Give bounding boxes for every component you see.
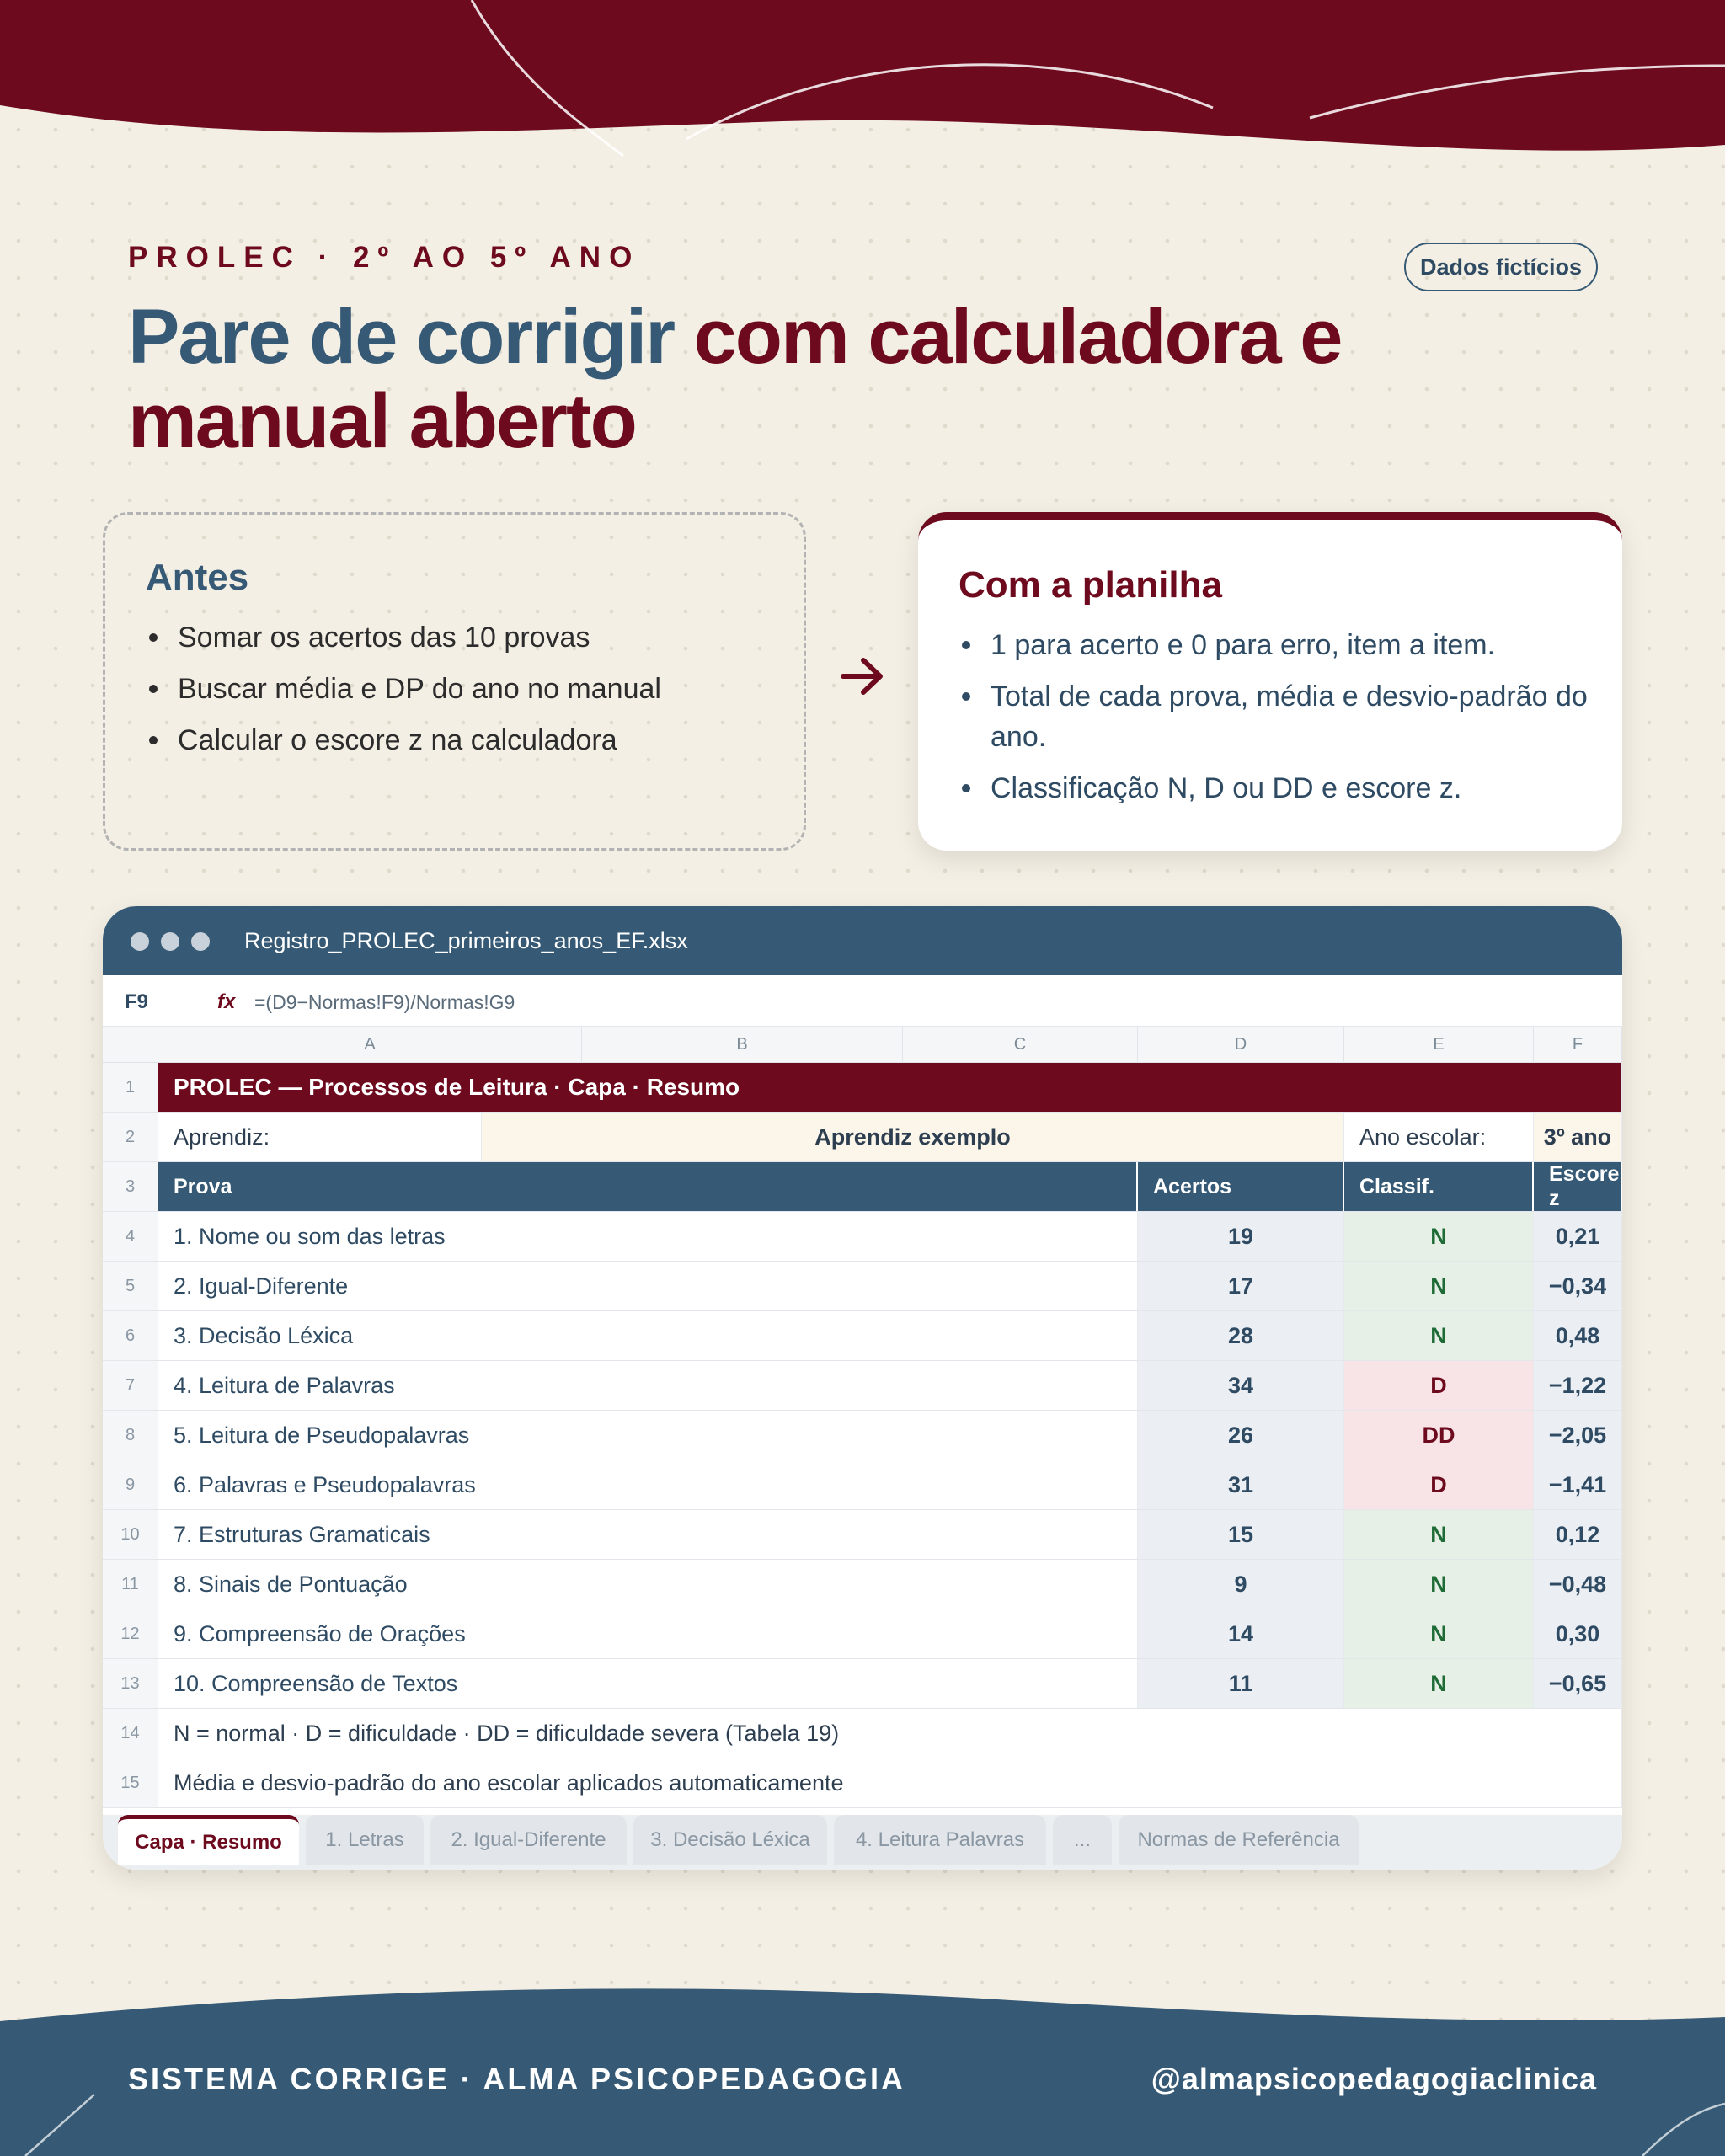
row-number[interactable]: 10 [103, 1510, 158, 1559]
acertos-cell[interactable]: 28 [1138, 1311, 1344, 1360]
prova-name-cell[interactable]: 1. Nome ou som das letras [158, 1212, 1138, 1261]
table-header-row [103, 1162, 1622, 1212]
acertos-cell[interactable]: 15 [1138, 1510, 1344, 1559]
list-item: Classificação N, D ou DD e escore z. [959, 768, 1589, 808]
prova-name-cell[interactable]: 5. Leitura de Pseudopalavras [158, 1411, 1138, 1460]
prova-name-cell[interactable]: 8. Sinais de Pontuação [158, 1560, 1138, 1609]
escore-z-cell[interactable]: −1,22 [1534, 1361, 1622, 1410]
tab-normas-referencia[interactable]: Normas de Referência [1119, 1815, 1359, 1865]
classif-cell[interactable]: N [1344, 1560, 1534, 1609]
page-title [128, 295, 1560, 463]
row-number[interactable]: 3 [103, 1162, 158, 1211]
cell-reference[interactable]: F9 [125, 990, 149, 1013]
classif-cell[interactable]: N [1344, 1262, 1534, 1310]
prova-name-cell[interactable]: 6. Palavras e Pseudopalavras [158, 1460, 1138, 1509]
spreadsheet-window [103, 906, 1622, 1870]
prova-name-cell[interactable]: 10. Compreensão de Textos [158, 1659, 1138, 1708]
escore-z-cell[interactable]: 0,48 [1534, 1311, 1622, 1360]
prova-name-cell[interactable]: 2. Igual-Diferente [158, 1262, 1138, 1310]
before-list [146, 617, 770, 771]
before-card [103, 512, 806, 851]
column-header-b[interactable]: B [582, 1027, 903, 1063]
list-item: Calcular o escore z na calculadora [146, 720, 770, 760]
tab-letras[interactable]: 1. Letras [306, 1815, 424, 1865]
header-prova[interactable]: Prova [158, 1162, 1138, 1211]
table-row [103, 1361, 1622, 1411]
eyebrow-label: PROLEC · 2º AO 5º ANO [128, 241, 641, 274]
acertos-cell[interactable]: 19 [1138, 1212, 1344, 1261]
list-item: Buscar média e DP do ano no manual [146, 669, 770, 709]
acertos-cell[interactable]: 14 [1138, 1609, 1344, 1658]
sheet-title-row [103, 1063, 1622, 1113]
row-number[interactable]: 7 [103, 1361, 158, 1410]
acertos-cell[interactable]: 9 [1138, 1560, 1344, 1609]
list-item: Somar os acertos das 10 provas [146, 617, 770, 658]
row-number[interactable]: 11 [103, 1560, 158, 1609]
table-row [103, 1560, 1622, 1609]
tab-decisao-lexica[interactable]: 3. Decisão Léxica [633, 1815, 827, 1865]
note-row [103, 1758, 1622, 1808]
classif-cell[interactable]: N [1344, 1659, 1534, 1708]
row-number[interactable]: 2 [103, 1113, 158, 1161]
column-header-f[interactable]: F [1534, 1027, 1622, 1063]
row-number[interactable]: 5 [103, 1262, 158, 1310]
sheet-title-cell[interactable]: PROLEC — Processos de Leitura · Capa · Resumo [158, 1063, 1622, 1112]
after-card-title: Com a planilha [959, 564, 1222, 606]
header-acertos[interactable]: Acertos [1138, 1162, 1344, 1211]
after-card [918, 512, 1622, 851]
escore-z-cell[interactable]: −0,65 [1534, 1659, 1622, 1708]
window-filename: Registro_PROLEC_primeiros_anos_EF.xlsx [244, 928, 688, 953]
tab-igual-diferente[interactable]: 2. Igual-Diferente [430, 1815, 627, 1865]
escore-z-cell[interactable]: −0,34 [1534, 1262, 1622, 1310]
row-number[interactable]: 8 [103, 1411, 158, 1460]
corner-cell[interactable] [103, 1027, 158, 1063]
footer-handle: @almapsicopedagogiaclinica [1151, 2062, 1597, 2096]
year-label-cell[interactable]: Ano escolar: [1344, 1113, 1534, 1161]
table-row [103, 1460, 1622, 1510]
sheet-tabs [103, 1815, 1622, 1870]
formula-bar[interactable] [103, 975, 1622, 1027]
window-control-close[interactable] [131, 932, 149, 951]
escore-z-cell[interactable]: −0,48 [1534, 1560, 1622, 1609]
list-item: 1 para acerto e 0 para erro, item a item. [959, 625, 1589, 665]
row-number[interactable]: 4 [103, 1212, 158, 1261]
tab-more[interactable]: ... [1053, 1815, 1112, 1865]
prova-name-cell[interactable]: 4. Leitura de Palavras [158, 1361, 1138, 1410]
prova-name-cell[interactable]: 3. Decisão Léxica [158, 1311, 1138, 1360]
acertos-cell[interactable]: 31 [1138, 1460, 1344, 1509]
after-list [959, 625, 1589, 819]
row-number[interactable]: 15 [103, 1758, 158, 1807]
column-header-e[interactable]: E [1344, 1027, 1534, 1063]
student-row [103, 1113, 1622, 1162]
headline-part-blue: Pare de corrigir [128, 294, 694, 380]
before-card-title: Antes [146, 557, 249, 598]
list-item: Total de cada prova, média e desvio-padrão do ano. [959, 676, 1589, 757]
year-value-cell[interactable]: 3º ano [1534, 1113, 1622, 1161]
column-header-d[interactable]: D [1138, 1027, 1344, 1063]
headline-part-red: com calculadora e manual aberto [128, 294, 1342, 464]
table-row [103, 1262, 1622, 1311]
acertos-cell[interactable]: 34 [1138, 1361, 1344, 1410]
legend-cell[interactable]: N = normal · D = dificuldade · DD = dificuldade severa (Tabela 19) [158, 1709, 1622, 1758]
window-titlebar [103, 906, 1622, 975]
table-row [103, 1510, 1622, 1560]
legend-row [103, 1709, 1622, 1758]
escore-z-cell[interactable]: −1,41 [1534, 1460, 1622, 1509]
fx-icon: fx [217, 990, 236, 1013]
tab-leitura-palavras[interactable]: 4. Leitura Palavras [834, 1815, 1046, 1865]
arrow-right-icon [838, 655, 887, 697]
row-number[interactable]: 12 [103, 1609, 158, 1658]
classif-cell[interactable]: D [1344, 1460, 1534, 1509]
column-header-c[interactable]: C [903, 1027, 1138, 1063]
window-control-minimize[interactable] [161, 932, 179, 951]
acertos-cell[interactable]: 11 [1138, 1659, 1344, 1708]
header-classif[interactable]: Classif. [1344, 1162, 1534, 1211]
header-escore-z[interactable]: Escore z [1534, 1162, 1622, 1211]
row-number[interactable]: 13 [103, 1659, 158, 1708]
row-number[interactable]: 1 [103, 1063, 158, 1112]
column-header-a[interactable]: A [158, 1027, 582, 1063]
row-number[interactable]: 14 [103, 1709, 158, 1758]
table-row [103, 1311, 1622, 1361]
classif-cell[interactable]: N [1344, 1609, 1534, 1658]
table-row [103, 1659, 1622, 1709]
table-row [103, 1609, 1622, 1659]
table-row [103, 1411, 1622, 1460]
classif-cell[interactable]: N [1344, 1510, 1534, 1559]
footer-brand: SISTEMA CORRIGE · ALMA PSICOPEDAGOGIA [128, 2062, 906, 2096]
formula-input[interactable]: =(D9−Normas!F9)/Normas!G9 [254, 991, 515, 1013]
escore-z-cell[interactable]: −2,05 [1534, 1411, 1622, 1460]
table-row [103, 1212, 1622, 1262]
classif-cell[interactable]: N [1344, 1311, 1534, 1360]
acertos-cell[interactable]: 26 [1138, 1411, 1344, 1460]
prova-name-cell[interactable]: 9. Compreensão de Orações [158, 1609, 1138, 1658]
tab-capa-resumo[interactable]: Capa · Resumo [118, 1815, 299, 1865]
top-wave-decoration [0, 0, 1725, 160]
classif-cell[interactable]: DD [1344, 1411, 1534, 1460]
fictional-data-badge: Dados fictícios [1404, 243, 1598, 291]
classif-cell[interactable]: D [1344, 1361, 1534, 1410]
acertos-cell[interactable]: 17 [1138, 1262, 1344, 1310]
note-cell[interactable]: Média e desvio-padrão do ano escolar aplicados automaticamente [158, 1758, 1622, 1807]
student-label-cell[interactable]: Aprendiz: [158, 1113, 482, 1161]
window-control-maximize[interactable] [191, 932, 210, 951]
escore-z-cell[interactable]: 0,12 [1534, 1510, 1622, 1559]
classif-cell[interactable]: N [1344, 1212, 1534, 1261]
student-name-cell[interactable]: Aprendiz exemplo [482, 1113, 1344, 1161]
row-number[interactable]: 9 [103, 1460, 158, 1509]
escore-z-cell[interactable]: 0,30 [1534, 1609, 1622, 1658]
prova-name-cell[interactable]: 7. Estruturas Gramaticais [158, 1510, 1138, 1559]
escore-z-cell[interactable]: 0,21 [1534, 1212, 1622, 1261]
row-number[interactable]: 6 [103, 1311, 158, 1360]
